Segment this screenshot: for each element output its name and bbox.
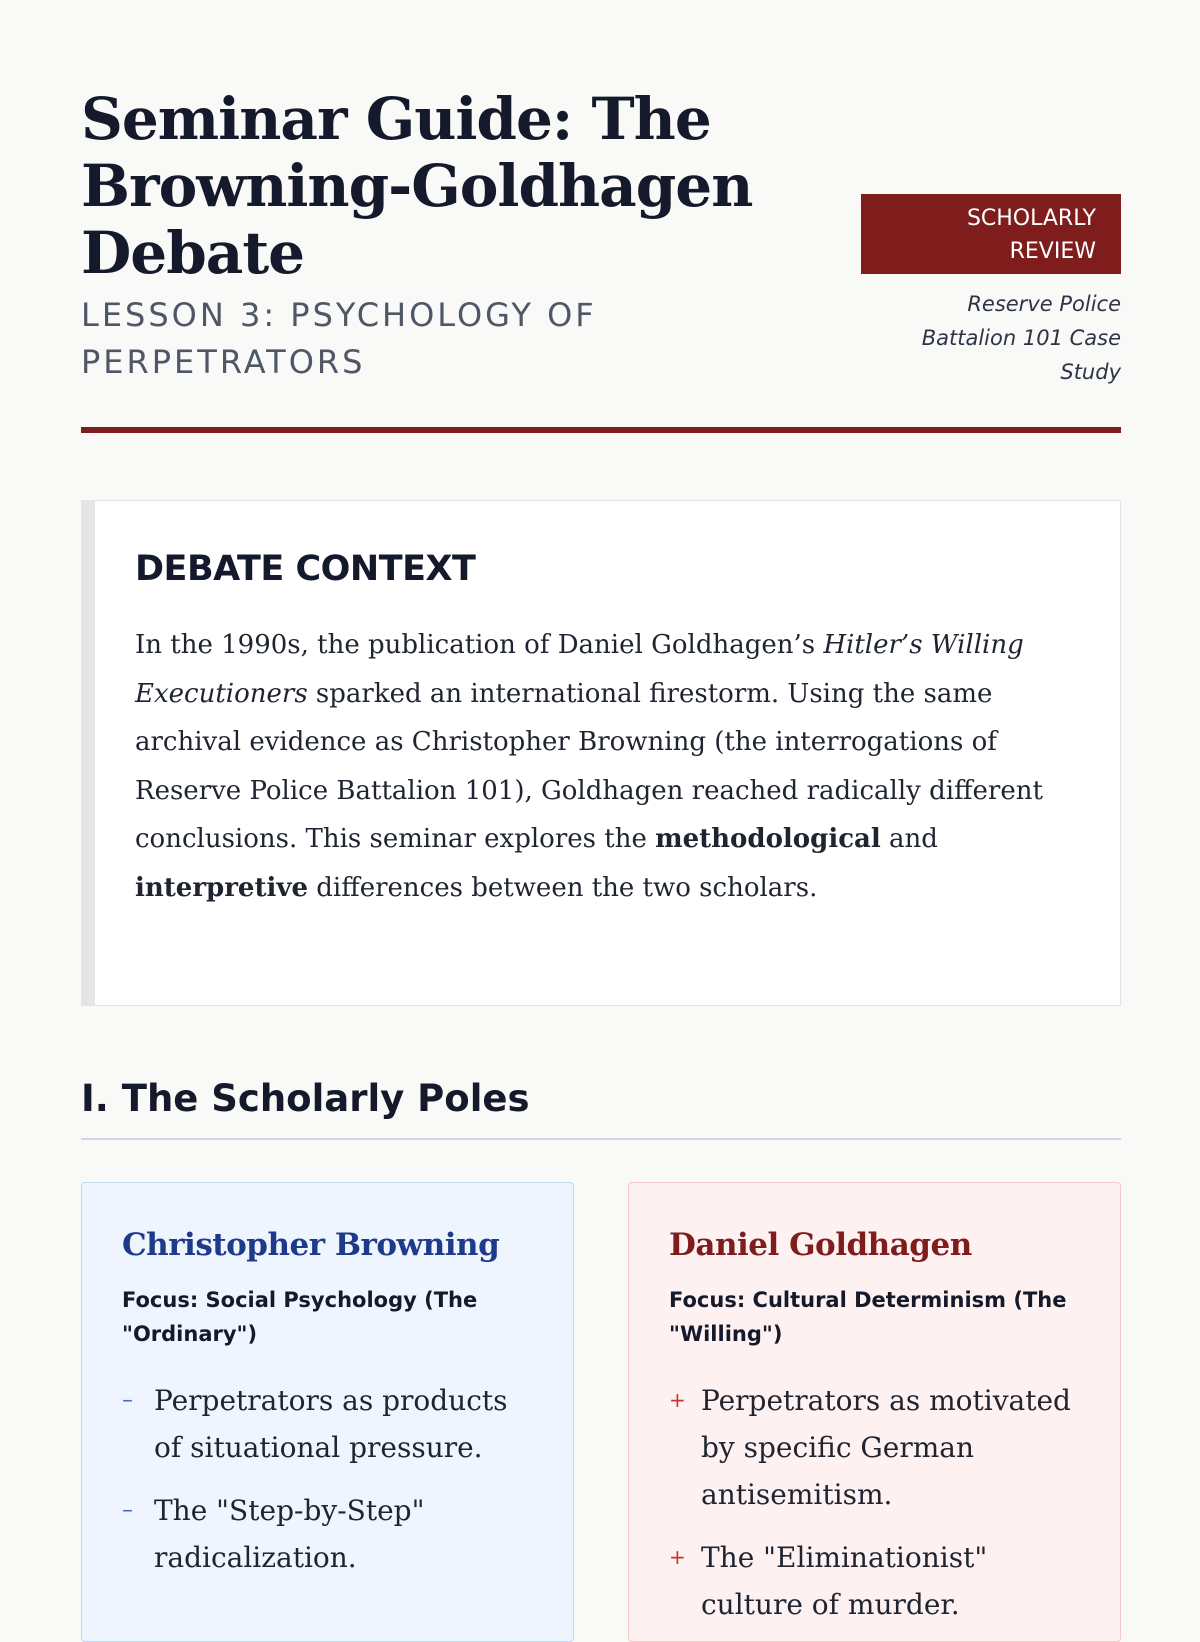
goldhagen-card [628,1182,1121,1642]
point-text: The "Eliminationist" culture of murder. [701,1541,988,1621]
point-text: Perpetrators as products of situational pressure. [154,1384,508,1464]
debate-context-box [81,500,1121,1006]
list-item [669,1534,1080,1628]
goldhagen-focus: Focus: Cultural Determinism (The "Willing") [669,1288,1067,1346]
page [81,0,1121,1621]
browning-name: Christopher Browning [122,1227,500,1263]
header [81,80,1121,430]
context-text-4: differences between the two scholars. [308,872,818,903]
lesson-subtitle: LESSON 3: PSYCHOLOGY OF PERPETRATORS [81,296,597,381]
point-text: The "Step-by-Step" radicalization. [154,1494,425,1574]
list-item [122,1377,533,1471]
list-item [122,1487,533,1581]
browning-focus: Focus: Social Psychology (The "Ordinary") [122,1288,478,1346]
header-divider [81,427,1121,433]
point-text: Perpetrators as motivated by specific German antisemitism. [701,1384,1071,1511]
section-divider [81,1138,1121,1140]
section-heading: I. The Scholarly Poles [81,1077,530,1120]
browning-card [81,1182,574,1642]
context-heading: DEBATE CONTEXT [135,549,476,589]
dash-marker-icon: – [122,1498,133,1523]
browning-points [122,1377,533,1581]
case-study-note: Reserve Police Battalion 101 Case Study [921,292,1121,384]
context-text-1: In the 1990s, the publication of Daniel Goldhagen’s [135,630,824,660]
goldhagen-points [669,1377,1080,1628]
plus-marker-icon: + [669,1545,686,1569]
book-title: Hitler’s Willing Executioners [135,630,1024,709]
dash-marker-icon: – [122,1388,133,1413]
emphasis-methodological: methodological [655,824,881,854]
page-title: Seminar Guide: The Browning-Goldhagen Debate [81,85,753,287]
context-text-2: sparked an international firestorm. Using the same archival evidence as Christopher Browning (the interrogations of Reserve Police Battalion 101), Goldhagen reached radically different conclusions. This seminar explores the [135,678,1043,854]
context-text-3: and [880,824,938,854]
plus-marker-icon: + [669,1388,686,1412]
list-item [669,1377,1080,1518]
context-paragraph [135,621,1085,912]
emphasis-interpretive: interpretive [135,872,308,903]
goldhagen-name: Daniel Goldhagen [669,1227,972,1263]
scholarly-review-badge: SCHOLARLY REVIEW [861,194,1121,274]
